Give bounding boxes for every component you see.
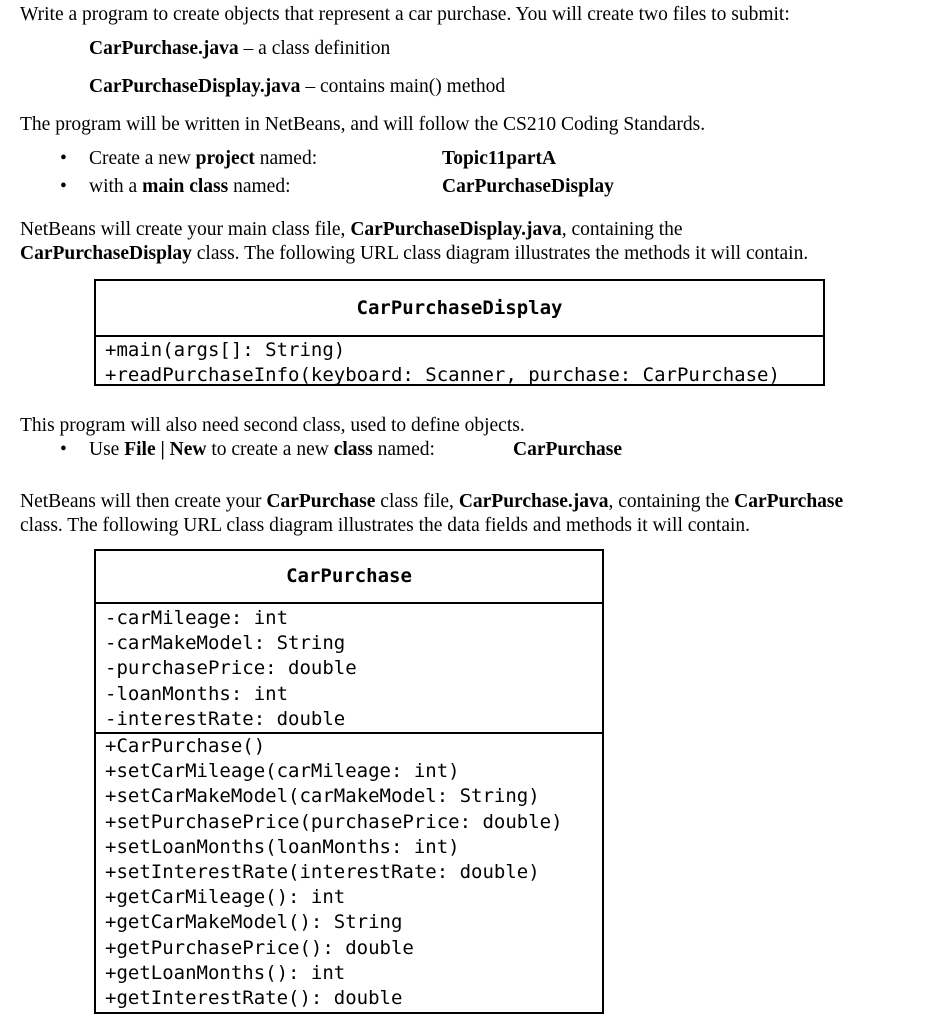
uml-field: -interestRate: double xyxy=(105,707,346,730)
car-class-para-line2: class. The following URL class diagram illustrates the data fields and methods it will contain. xyxy=(20,515,751,536)
uml-field: -carMileage: int xyxy=(105,607,289,629)
bullet-dot: • xyxy=(60,176,67,197)
uml-method: +CarPurchase() xyxy=(105,735,266,758)
uml-method: +setCarMileage(carMileage: int) xyxy=(105,760,460,783)
uml-class-name: CarPurchaseDisplay xyxy=(96,281,823,337)
file-item-carpurchasedisplay xyxy=(89,75,505,99)
text-bold: project xyxy=(195,148,255,169)
uml-method: +getPurchasePrice(): double xyxy=(105,936,414,959)
uml-field: -carMakeModel: String xyxy=(105,632,346,655)
uml-field: -purchasePrice: double xyxy=(105,657,357,680)
text-segment: NetBeans will then create your xyxy=(20,491,267,512)
text-bold: CarPurchaseDisplay xyxy=(20,243,192,264)
car-class-para-line1 xyxy=(20,490,843,514)
text-segment: , containing the xyxy=(608,491,735,512)
setup-bullet-main-class xyxy=(89,175,291,199)
uml-methods-section xyxy=(96,337,823,388)
uml-class-diagram-carpurchase xyxy=(94,549,604,1014)
uml-method: +setPurchasePrice(purchasePrice: double) xyxy=(105,810,563,833)
uml-method: +setInterestRate(interestRate: double) xyxy=(105,861,540,884)
text-segment: , containing the xyxy=(561,219,683,240)
uml-class-name: CarPurchase xyxy=(96,551,602,604)
text-segment: class file, xyxy=(375,491,459,512)
uml-method: +getInterestRate(): double xyxy=(105,987,403,1010)
uml-method: +getCarMileage(): int xyxy=(105,886,346,909)
text-bold: File | New xyxy=(124,439,207,460)
bullet-dot: • xyxy=(60,148,67,169)
file-desc: – contains main() method xyxy=(300,76,506,97)
main-class-para-line1 xyxy=(20,218,683,242)
uml-method: +readPurchaseInfo(keyboard: Scanner, purchase: CarPurchase) xyxy=(105,364,780,387)
intro-line: Write a program to create objects that represent a car purchase. You will create two files to submit: xyxy=(20,4,790,25)
bullet-dot: • xyxy=(60,439,67,460)
text-segment: named: xyxy=(372,439,435,460)
text-segment: Use xyxy=(89,439,125,460)
uml-fields-section xyxy=(96,604,602,732)
text-segment: to create a new xyxy=(206,439,334,460)
uml-method: +getCarMakeModel(): String xyxy=(105,911,403,934)
uml-method: +getLoanMonths(): int xyxy=(105,961,346,984)
file-desc: – a class definition xyxy=(238,38,391,59)
text-bold: CarPurchase.java xyxy=(458,491,609,512)
text-bold: CarPurchase xyxy=(734,491,844,512)
file-item-carpurchase xyxy=(89,37,390,61)
uml-method: +setCarMakeModel(carMakeModel: String) xyxy=(105,785,540,808)
uml-method: +setLoanMonths(loanMonths: int) xyxy=(105,835,460,858)
text-bold: CarPurchase xyxy=(266,491,376,512)
text-bold: main class xyxy=(142,176,229,197)
text-bold: CarPurchaseDisplay.java xyxy=(350,219,562,240)
text-segment: named: xyxy=(254,148,318,169)
text-segment: named: xyxy=(228,176,291,197)
main-class-value: CarPurchaseDisplay xyxy=(442,176,614,197)
uml-methods-section xyxy=(96,732,602,1011)
uml-method: +main(args[]: String) xyxy=(105,339,346,361)
car-class-name-value: CarPurchase xyxy=(513,439,623,460)
setup-bullet-project xyxy=(89,147,317,171)
text-segment: NetBeans will create your main class file, xyxy=(20,219,351,240)
second-class-line: This program will also need second class, used to define objects. xyxy=(20,415,525,436)
project-name-value: Topic11partA xyxy=(442,148,557,169)
uml-class-diagram-carpurchasedisplay xyxy=(94,279,825,386)
main-class-para-line2 xyxy=(20,242,808,266)
text-segment: with a xyxy=(89,176,143,197)
text-bold: class xyxy=(333,439,373,460)
text-segment: class. The following URL class diagram illustrates the methods it will contain. xyxy=(191,243,809,264)
file-name: CarPurchase.java xyxy=(89,38,239,59)
uml-field: -loanMonths: int xyxy=(105,682,289,705)
text-segment: Create a new xyxy=(89,148,196,169)
netbeans-line: The program will be written in NetBeans, and will follow the CS210 Coding Standards. xyxy=(20,114,706,135)
second-class-bullet xyxy=(89,438,435,462)
file-name: CarPurchaseDisplay.java xyxy=(89,76,301,97)
